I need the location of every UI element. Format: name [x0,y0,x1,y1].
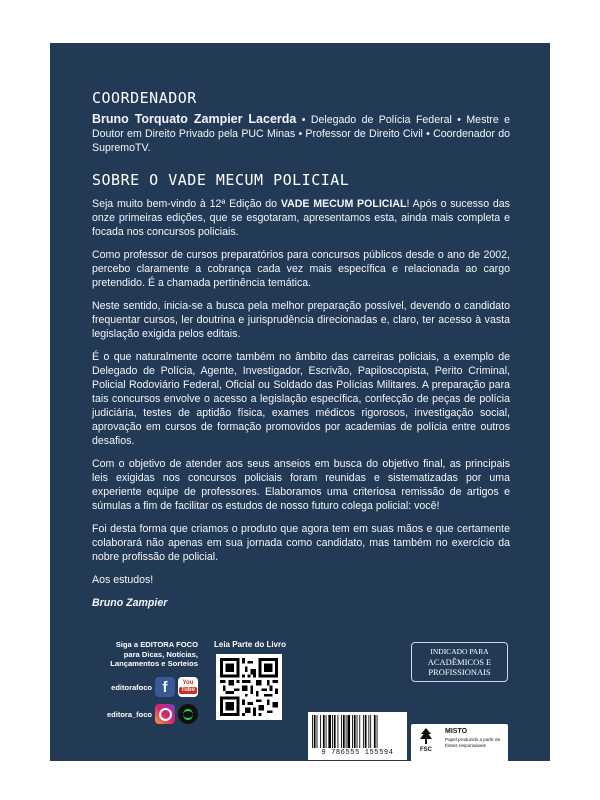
follow-line: Lançamentos e Sorteios [110,659,198,668]
barcode-bar [326,715,327,748]
indicado-badge [411,642,508,682]
isbn-number: 9 786555 155594 [321,749,394,757]
instagram-icon[interactable] [155,704,175,724]
fsc-label: FSC [420,747,432,753]
barcode-bar [317,715,318,748]
paragraph-1-title: VADE MECUM POLICIAL [280,198,407,210]
barcode-bar [347,715,350,748]
barcode-bar [377,715,378,748]
barcode-bar [334,715,336,748]
barcode-bar [343,715,345,748]
sobre-heading: SOBRE O VADE MECUM POLICIAL [92,171,350,189]
fsc-tree-icon [415,727,437,757]
barcode-bar [314,715,316,748]
youtube-icon[interactable] [178,677,198,697]
barcode-bar [368,715,369,748]
coordenador-bio [92,112,510,155]
follow-line: Siga a EDITORA FOCO [115,640,198,649]
barcode-bar [359,715,360,748]
qr-code[interactable] [216,654,282,720]
social-row-facebook [90,676,198,700]
barcode-bar [374,715,376,748]
barcode-bar [332,715,333,748]
barcode-bar [357,715,358,748]
coordenador-name: Bruno Torquato Zampier Lacerda [92,112,297,126]
barcode-bar [365,715,367,748]
barcode-bar [337,715,338,748]
barcode-bar [320,715,321,748]
barcode-bars [312,715,403,748]
paragraph-6: Foi desta forma que criamos o produto que agora tem em suas mãos e que certamente colaborará não apenas em sua jornada como candidato, mas também no exercício da nobre profissão de policial. [92,523,510,563]
facebook-glyph: f [162,678,168,696]
social-row-instagram [90,703,198,727]
follow-text [90,640,198,669]
barcode [308,712,407,760]
barcode-bar [354,715,356,748]
spotify-icon[interactable] [178,704,198,724]
instagram-handle[interactable]: editora_foco [106,710,152,719]
fsc-seal [411,724,508,762]
fsc-misto: MISTO [445,728,468,735]
facebook-icon[interactable] [155,677,175,697]
barcode-bar [312,715,313,748]
youtube-top: You [182,680,194,686]
paragraph-4: É o que naturalmente ocorre também no âmbito das carreiras policiais, a exemplo de Delegado de Polícia, Agente, Investigador, Escrivão, Papiloscopista, Perito Criminal, Policial Rodoviário Federal, Oficial ou Soldado das Polícias Militares. A preparação para tais concursos envolve o acesso a legislação específica, confecção de peças de polícia judiciária, testes de aptidão física, exames médicos rigorosos, investigação social, aprovação em cursos de formação promovidos por academias de polícia entre outros desafios. [92,351,510,447]
barcode-bar [352,715,353,748]
barcode-bar [328,715,331,748]
paragraph-1-end: ! Após o sucesso das onze primeiras edições, que se esgotaram, apresentamos esta, ainda mais completa e focada nos concursos policiais. [92,198,510,238]
back-cover [50,43,550,761]
coordenador-heading: COORDENADOR [92,89,197,107]
barcode-bar [323,715,325,748]
paragraph-3: Neste sentido, inicia-se a busca pela melhor preparação possível, devendo o candidato frequentar cursos, ler doutrina e jurisprudência direcionadas e, claro, ter acesso à vasta legislação exigida pelos editais. [92,300,510,340]
closing: Aos estudos! [92,574,154,586]
paragraph-2: Como professor de cursos preparatórios para concursos públicos desde o ano de 2002, percebo claramente a cobrança cada vez mais específica e relacionada ao cargo pretendido. É a chamada pertinência temática. [92,249,510,289]
paragraph-5: Com o objetivo de atender aos seus anseios em busca do objetivo final, as principais leis exigidas nos concursos policiais foram reunidas e sistematizadas por uma experiente equipe de professores. Elaboramos uma criteriosa remissão de artigos e súmulas a fim de facilitar os estudos de nosso futuro colega policial: você! [92,458,510,512]
indicado-line-3: PROFISSIONAIS [428,667,491,677]
barcode-bar [370,715,371,748]
barcode-bar [363,715,364,748]
paragraph-1-start: Seja muito bem-vindo à 12ª Edição do [92,198,281,210]
indicado-line-1: INDICADO PARA [430,647,489,656]
coordenador-bio-text: • Delegado de Polícia Federal • Mestre e Doutor em Direito Privado pela PUC Minas • Professor de Direito Civil • Coordenador do SupremoTV. [92,114,511,154]
barcode-bar [341,715,342,748]
facebook-handle[interactable]: editorafoco [111,683,152,692]
youtube-bottom: Tube [181,687,195,693]
leia-label: Leia Parte do Livro [213,640,287,649]
fsc-text: Papel produzido a partir de fontes responsáveis [445,737,501,748]
barcode-bar [346,715,347,748]
indicado-line-2: ACADÊMICOS E [427,657,492,667]
follow-line: para Dicas, Notícias, [123,649,198,659]
footer [90,640,510,757]
paragraph-1 [92,197,510,239]
signature: Bruno Zampier [92,597,168,609]
